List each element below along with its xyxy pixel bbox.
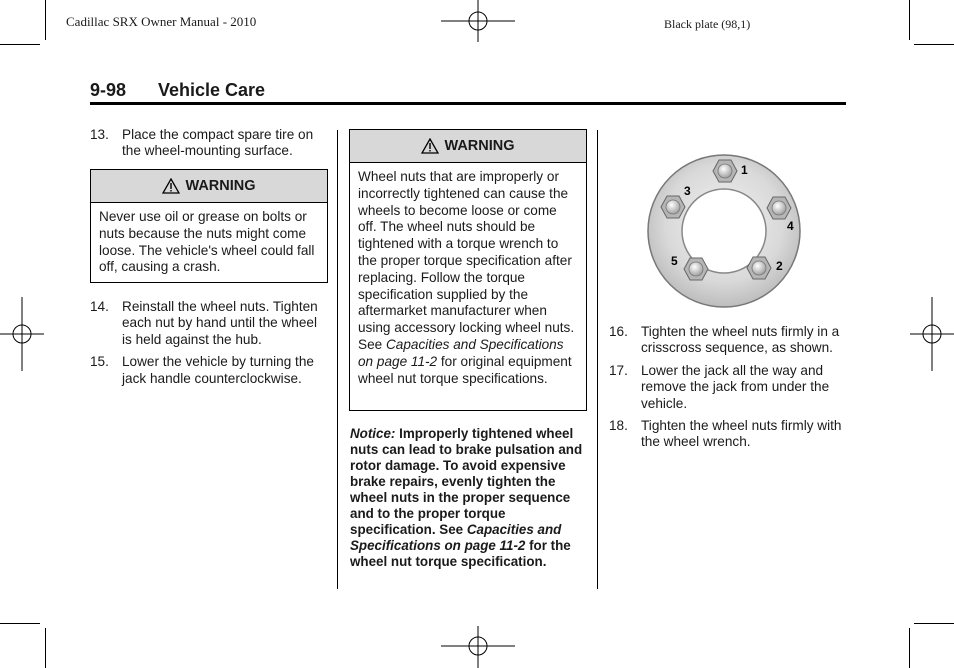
step-number: 18.: [609, 418, 628, 434]
sequence-label-3: 3: [684, 184, 691, 198]
warning-body: [350, 163, 586, 394]
crop-mark: [0, 44, 40, 45]
sequence-label-1: 1: [741, 163, 748, 177]
notice-label: Notice:: [350, 426, 396, 441]
warning-title: WARNING: [444, 138, 515, 154]
column-1-lower: [90, 299, 330, 393]
warning-title: WARNING: [185, 178, 256, 194]
crop-mark: [0, 623, 40, 624]
warning-text: Wheel nuts that are improperly or incorrectly tightened can cause the wheels to become loose or come off. The wheel nuts should be tightened with a torque wrench to the proper torque specification after replacing. Follow the torque specification supplied by the aftermarket manufacturer when using accessory locking wheel nuts. See: [358, 169, 575, 352]
step-text: Place the compact spare tire on the wheel-mounting surface.: [122, 127, 314, 159]
step-number: 17.: [609, 362, 628, 378]
registration-mark-bottom: [441, 626, 515, 668]
notice-text: Improperly tightened wheel nuts can lead to brake pulsation and rotor damage. To avoid expensive brake repairs, evenly tighten the wheel nuts in the proper sequence and to the proper torque specification. See: [350, 426, 583, 537]
crop-mark: [909, 628, 910, 668]
column-divider: [337, 130, 338, 589]
cross-reference-link[interactable]: Capacities and Specifications on page 11-2: [358, 336, 564, 369]
crop-mark: [45, 0, 46, 40]
step-number: 14.: [90, 299, 109, 314]
warning-text: for original equipment wheel nut torque specifications.: [358, 353, 572, 386]
step-text: Tighten the wheel nuts firmly with the wheel wrench.: [641, 418, 842, 450]
warning-box-oil: [90, 169, 328, 283]
sequence-label-4: 4: [787, 219, 794, 233]
registration-mark-left: [0, 297, 44, 371]
warning-header: [91, 170, 327, 203]
registration-mark-top: [441, 0, 515, 42]
header-plate-label: Black plate (98,1): [664, 17, 751, 31]
column-divider: [597, 130, 598, 589]
warning-body: Never use oil or grease on bolts or nuts because the nuts might come loose. The vehicle's wheel could fall off, causing a crash.: [99, 209, 315, 275]
notice-paragraph: [350, 426, 590, 570]
wheel-nut-sequence-diagram: [640, 144, 810, 316]
step-number: 13.: [90, 127, 109, 142]
step-text: Tighten the wheel nuts firmly in a crisscross sequence, as shown.: [641, 324, 840, 356]
registration-mark-right: [910, 297, 954, 371]
step-17: [609, 363, 849, 412]
crop-mark: [45, 628, 46, 668]
warning-triangle-icon: [162, 178, 180, 194]
step-16: [609, 324, 849, 357]
step-18: [609, 418, 849, 451]
warning-box-torque: [349, 129, 587, 411]
step-13: [90, 127, 330, 160]
warning-header: [350, 130, 586, 163]
sequence-label-5: 5: [671, 254, 678, 268]
column-1: [90, 127, 330, 166]
section-title: Vehicle Care: [158, 80, 266, 100]
step-text: Lower the jack all the way and remove the jack from under the vehicle.: [641, 362, 830, 411]
step-14: [90, 299, 330, 348]
crop-mark: [909, 0, 910, 40]
column-3: [609, 324, 849, 457]
section-rule: [90, 102, 846, 105]
notice-text: for the wheel nut torque specification.: [350, 538, 571, 569]
step-number: 16.: [609, 324, 628, 339]
sequence-label-2: 2: [776, 259, 783, 273]
header-manual-title: Cadillac SRX Owner Manual - 2010: [66, 14, 257, 29]
cross-reference-link[interactable]: Capacities and Specifications on page 11-2: [350, 522, 562, 553]
step-text: Lower the vehicle by turning the jack handle counterclockwise.: [122, 354, 314, 386]
page-number: 9-98: [90, 80, 127, 100]
step-15: [90, 354, 330, 387]
step-text: Reinstall the wheel nuts. Tighten each nut by hand until the wheel is held against the hub.: [122, 299, 318, 347]
section-heading: [90, 80, 265, 101]
crop-mark: [914, 623, 954, 624]
crop-mark: [914, 44, 954, 45]
step-number: 15.: [90, 354, 109, 370]
warning-triangle-icon: [421, 138, 439, 154]
